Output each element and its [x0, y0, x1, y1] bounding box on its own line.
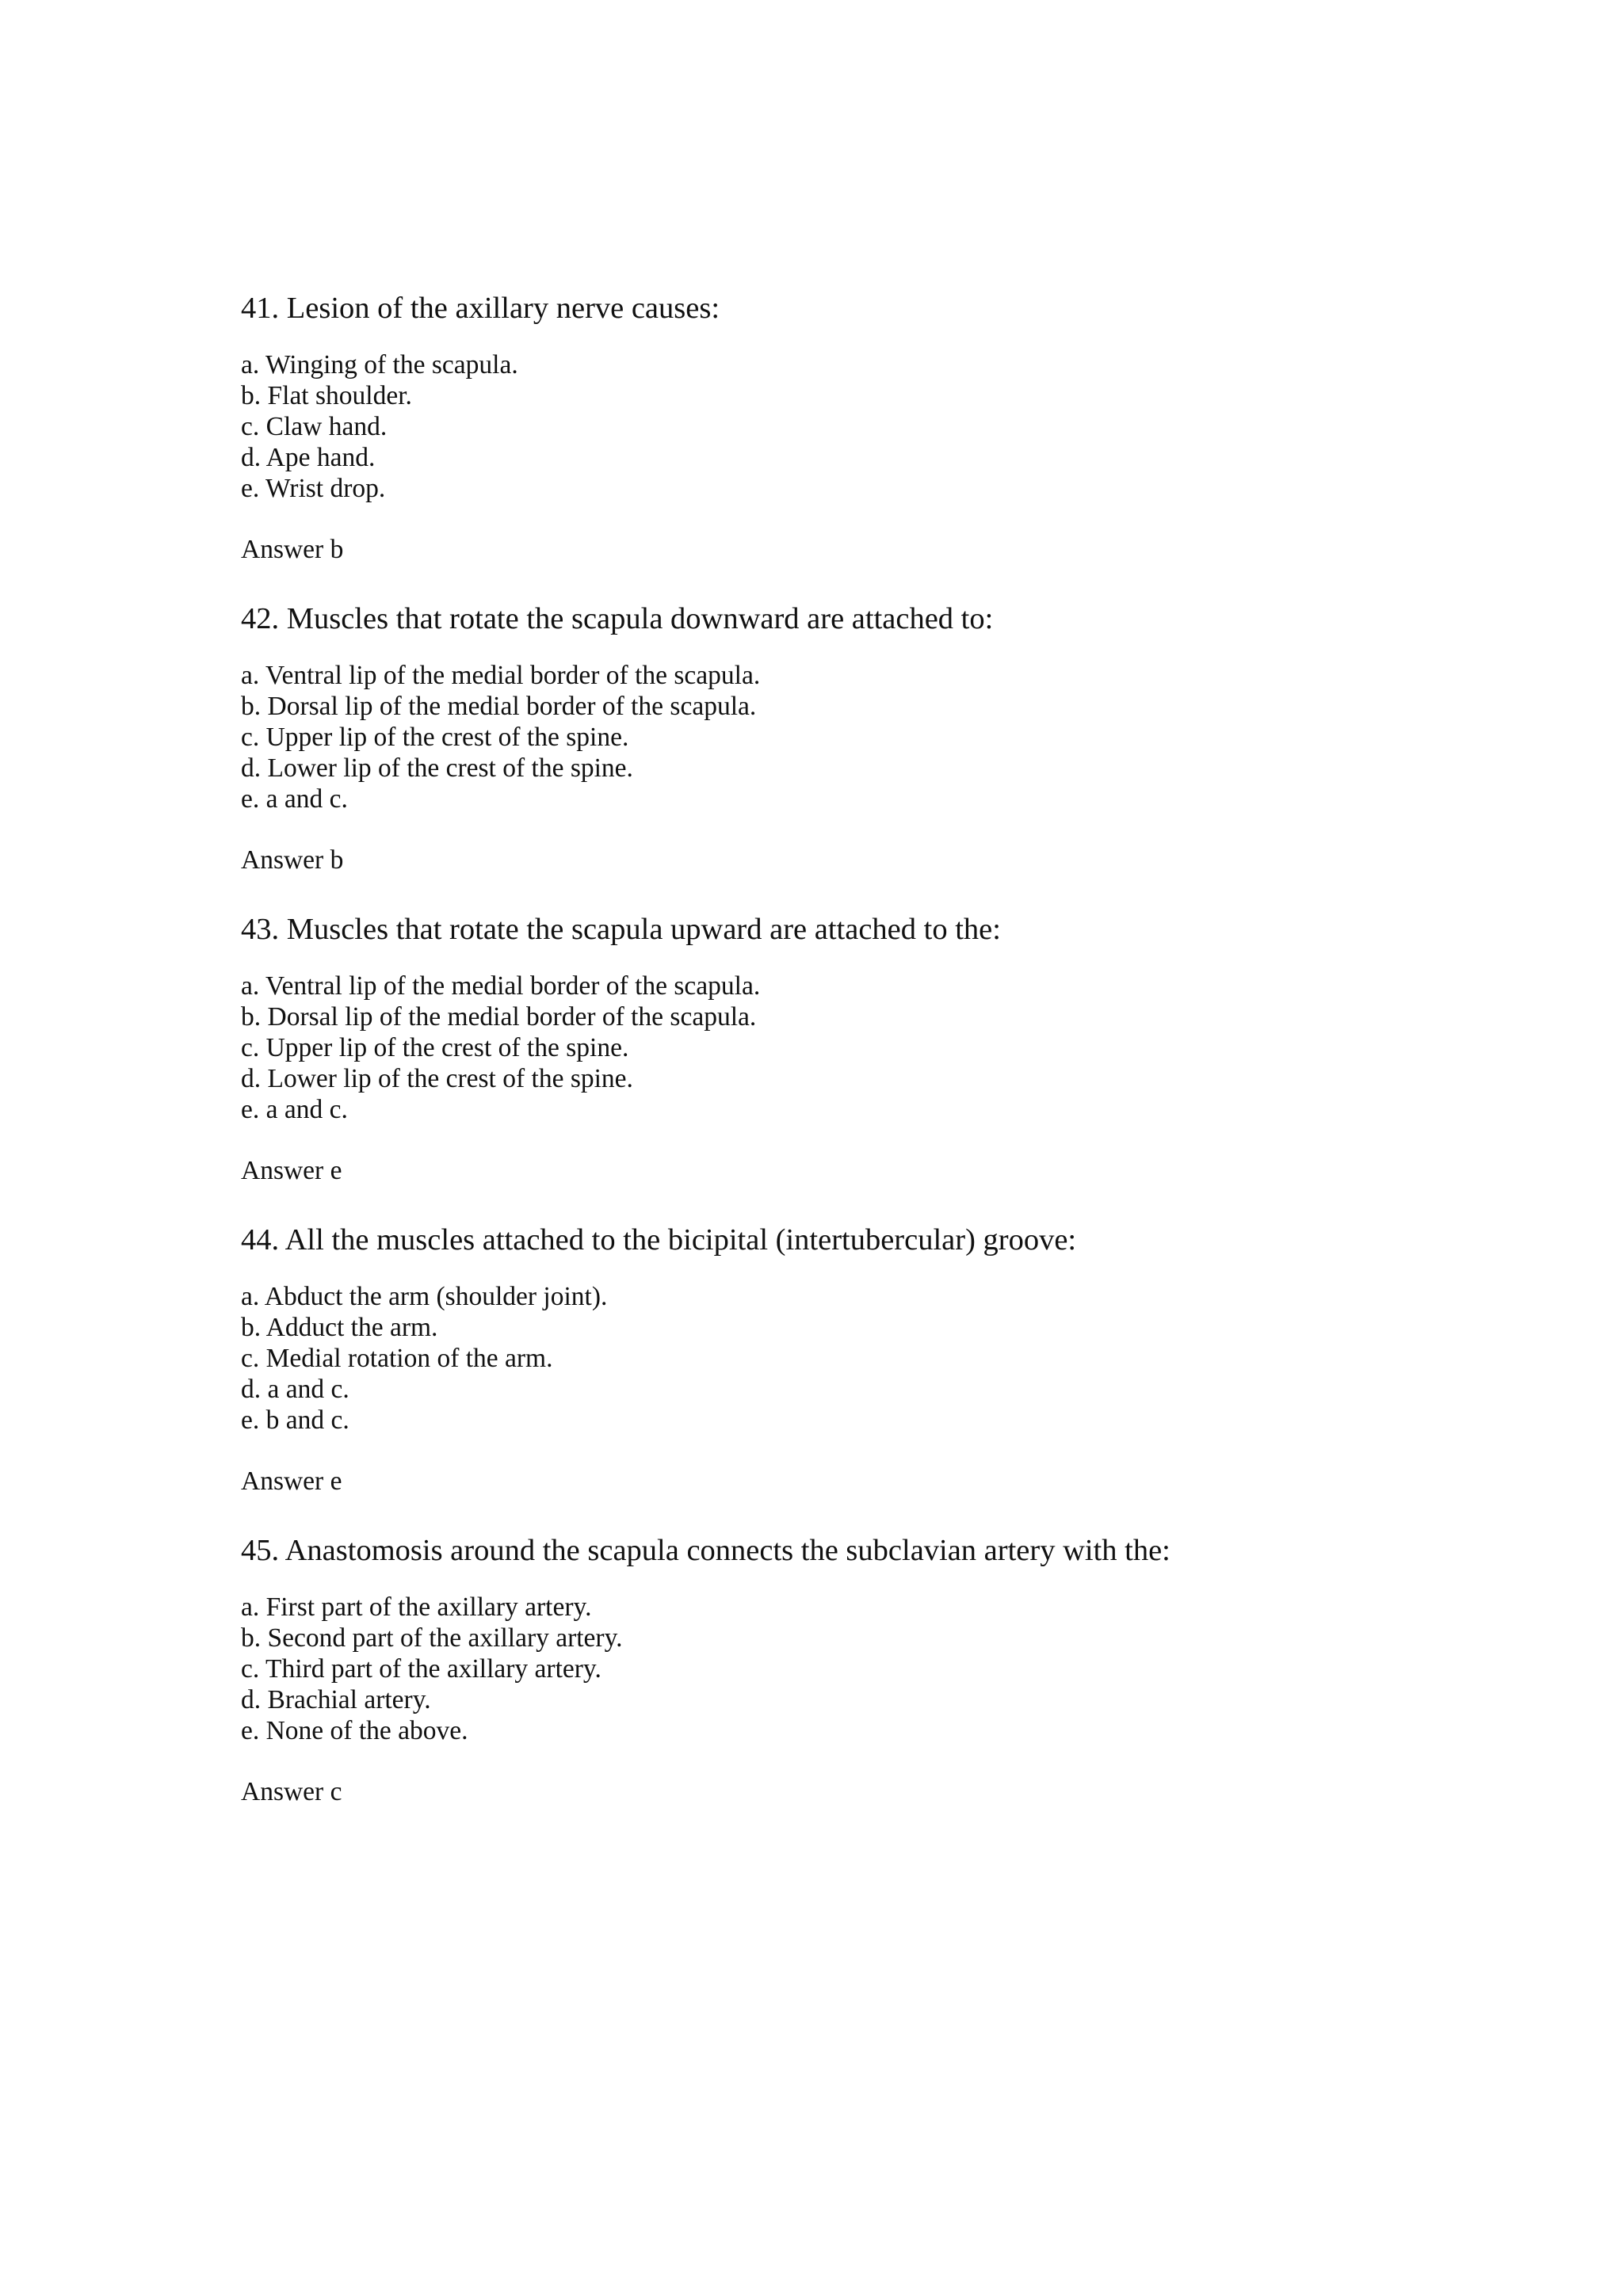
option-a: a. Winging of the scapula. — [241, 350, 518, 379]
question-prompt: 41. Lesion of the axillary nerve causes: — [241, 292, 720, 325]
question-42 — [241, 601, 1477, 875]
option-b: b. Dorsal lip of the medial border of the scapula. — [241, 1002, 757, 1032]
option-list — [241, 660, 1477, 814]
question-43 — [241, 912, 1477, 1186]
option-a: a. Ventral lip of the medial border of the scapula. — [241, 971, 761, 1001]
question-prompt: 45. Anastomosis around the scapula connects the subclavian artery with the: — [241, 1534, 1170, 1567]
question-45 — [241, 1533, 1477, 1807]
question-prompt: 43. Muscles that rotate the scapula upward are attached to the: — [241, 913, 1001, 946]
option-e: e. Wrist drop. — [241, 474, 386, 503]
option-d: d. Lower lip of the crest of the spine. — [241, 1064, 633, 1093]
option-d: d. a and c. — [241, 1375, 349, 1404]
question-prompt: 44. All the muscles attached to the bicipital (intertubercular) groove: — [241, 1223, 1077, 1257]
option-e: e. None of the above. — [241, 1716, 468, 1745]
option-list — [241, 1281, 1477, 1436]
option-c: c. Claw hand. — [241, 412, 388, 441]
option-e: e. b and c. — [241, 1405, 349, 1435]
option-a: a. Ventral lip of the medial border of the scapula. — [241, 661, 761, 690]
option-d: d. Brachial artery. — [241, 1685, 431, 1714]
option-c: c. Third part of the axillary artery. — [241, 1654, 601, 1684]
answer-line: Answer e — [241, 1466, 342, 1496]
option-c: c. Upper lip of the crest of the spine. — [241, 1033, 629, 1062]
answer-line: Answer e — [241, 1156, 342, 1185]
option-list — [241, 971, 1477, 1125]
option-a: a. Abduct the arm (shoulder joint). — [241, 1282, 608, 1311]
option-a: a. First part of the axillary artery. — [241, 1592, 592, 1622]
option-e: e. a and c. — [241, 784, 348, 814]
option-list — [241, 349, 1477, 504]
option-c: c. Medial rotation of the arm. — [241, 1344, 553, 1373]
option-b: b. Dorsal lip of the medial border of the scapula. — [241, 692, 757, 721]
answer-line: Answer b — [241, 535, 344, 564]
question-44 — [241, 1222, 1477, 1497]
option-b: b. Flat shoulder. — [241, 381, 412, 410]
option-d: d. Ape hand. — [241, 443, 376, 472]
option-b: b. Second part of the axillary artery. — [241, 1623, 623, 1653]
option-d: d. Lower lip of the crest of the spine. — [241, 753, 633, 783]
question-prompt: 42. Muscles that rotate the scapula downward are attached to: — [241, 602, 994, 635]
option-e: e. a and c. — [241, 1095, 348, 1124]
option-c: c. Upper lip of the crest of the spine. — [241, 723, 629, 752]
answer-line: Answer c — [241, 1777, 342, 1806]
option-list — [241, 1592, 1477, 1746]
answer-line: Answer b — [241, 845, 344, 875]
option-b: b. Adduct the arm. — [241, 1313, 438, 1342]
question-41 — [241, 291, 1477, 565]
